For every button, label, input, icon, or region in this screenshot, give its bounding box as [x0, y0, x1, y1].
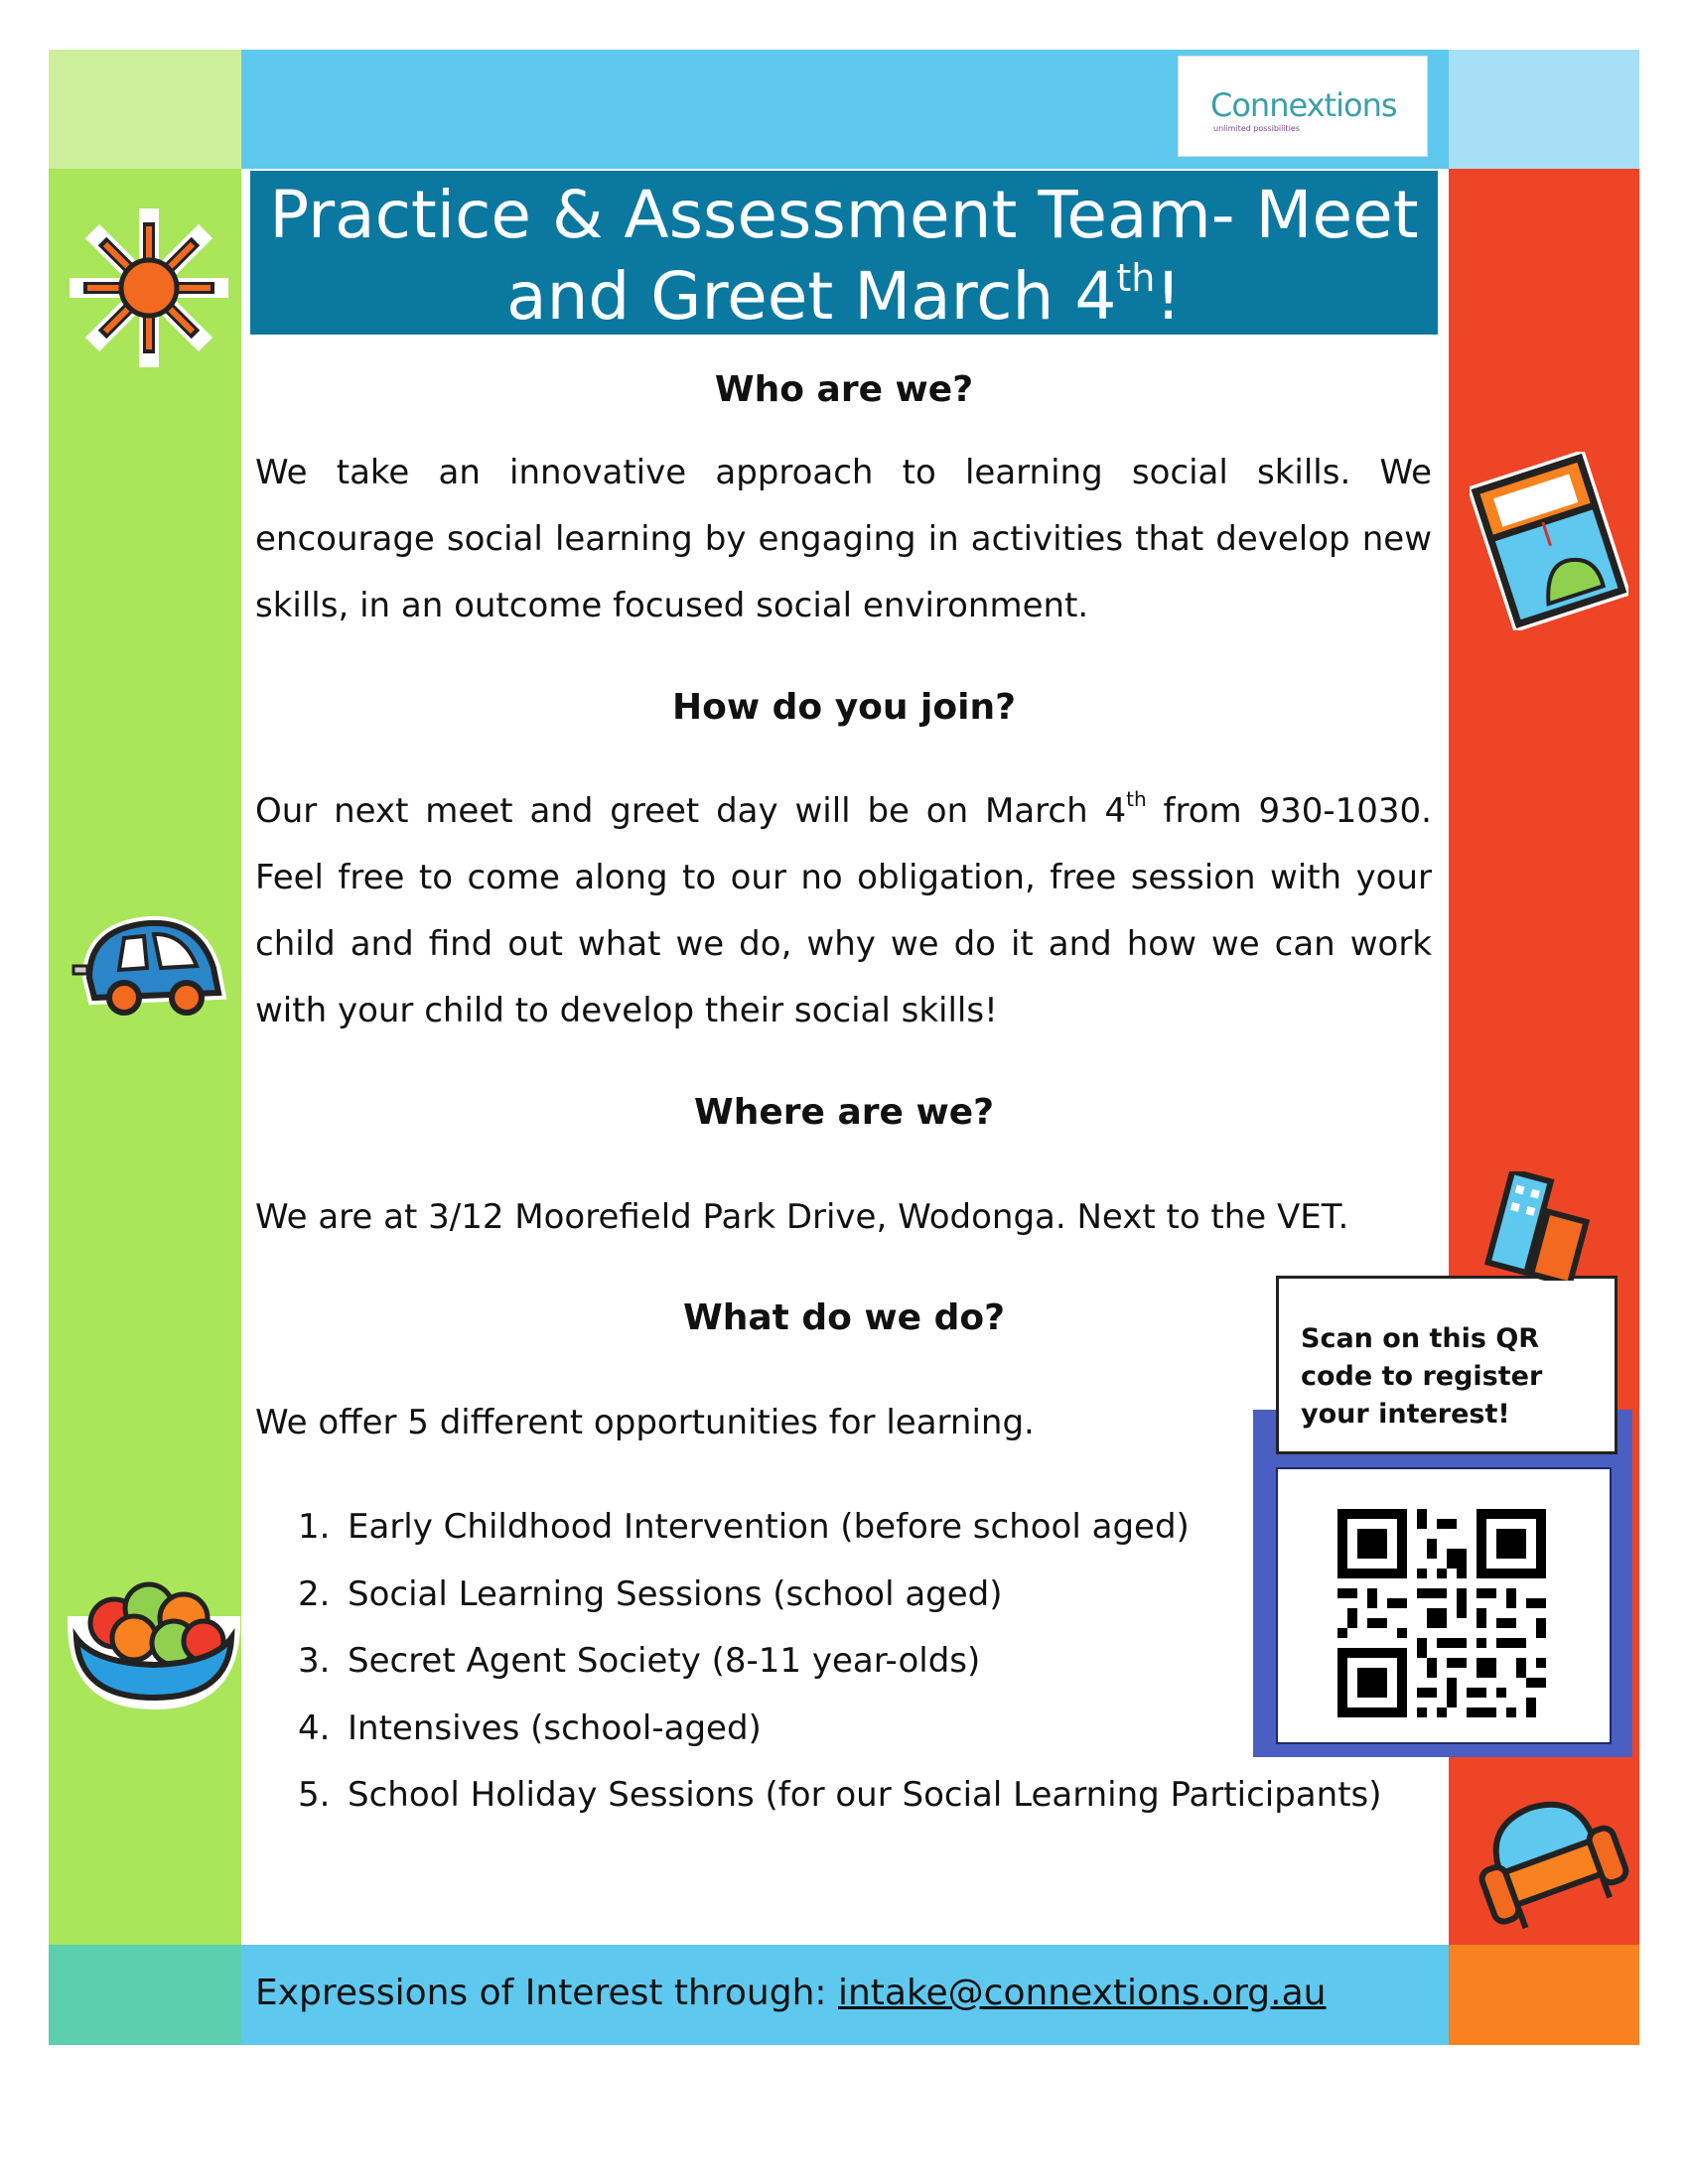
- logo-tagline: unlimited possibilities: [1213, 124, 1301, 133]
- window-icon: [1470, 452, 1628, 630]
- footer-contact: [255, 1973, 1326, 2013]
- sun-icon: [70, 208, 228, 367]
- what-do-we-do-body: We offer 5 different opportunities for learning.: [255, 1403, 1035, 1442]
- car-icon: [70, 908, 228, 1027]
- email-link[interactable]: intake@connextions.org.au: [837, 1973, 1327, 2013]
- frame-bottom-left: [49, 1945, 241, 2045]
- list-item: 5. School Holiday Sessions (for our Social Learning Participants): [298, 1775, 1382, 1815]
- how-to-join-body: Our next meet and greet day will be on March 4th from 930-1030. Feel free to come along to our no obligation, free session with your child and find out what we do, why we do it and how we can work with your child to develop their social skills!: [255, 787, 1432, 1030]
- list-item: 1. Early Childhood Intervention (before school aged): [298, 1507, 1190, 1547]
- heading-who-are-we: Who are we?: [714, 369, 974, 410]
- connextions-logo: [1178, 56, 1428, 157]
- list-item: 3. Secret Agent Society (8-11 year-olds): [298, 1641, 981, 1681]
- footer-label: Expressions of Interest through:: [255, 1973, 838, 2013]
- fruit-bowl-icon: [65, 1554, 243, 1712]
- list-item: 2. Social Learning Sessions (school aged): [298, 1573, 1003, 1614]
- who-are-we-body: We take an innovative approach to learning social skills. We encourage social learning by engaging in activities that develop new skills, in an outcome focused social environment.: [255, 453, 1432, 625]
- qr-code[interactable]: [1337, 1509, 1546, 1717]
- frame-bottom-right: [1449, 1945, 1639, 2045]
- heading-what-do-we-do: What do we do?: [683, 1297, 1005, 1338]
- qr-panel: [1276, 1467, 1612, 1744]
- frame-top-left: [49, 50, 241, 169]
- armchair-icon: [1465, 1787, 1633, 1936]
- logo-text: Connextions: [1210, 86, 1397, 124]
- frame-top-right: [1449, 50, 1639, 169]
- title-line-2: and Greet March 4th!: [506, 256, 1182, 335]
- qr-instruction: Scan on this QR code to register your interest!: [1276, 1276, 1618, 1454]
- where-are-we-body: We are at 3/12 Moorefield Park Drive, Wodonga. Next to the VET.: [255, 1197, 1349, 1237]
- title-line-1: Practice & Assessment Team- Meet: [269, 177, 1419, 253]
- list-item: 4. Intensives (school-aged): [298, 1707, 762, 1748]
- heading-how-do-you-join: How do you join?: [672, 687, 1016, 728]
- page-title: [250, 175, 1438, 338]
- heading-where-are-we: Where are we?: [693, 1092, 994, 1133]
- programs-list: [298, 1494, 1382, 1830]
- buildings-icon: [1470, 1171, 1618, 1281]
